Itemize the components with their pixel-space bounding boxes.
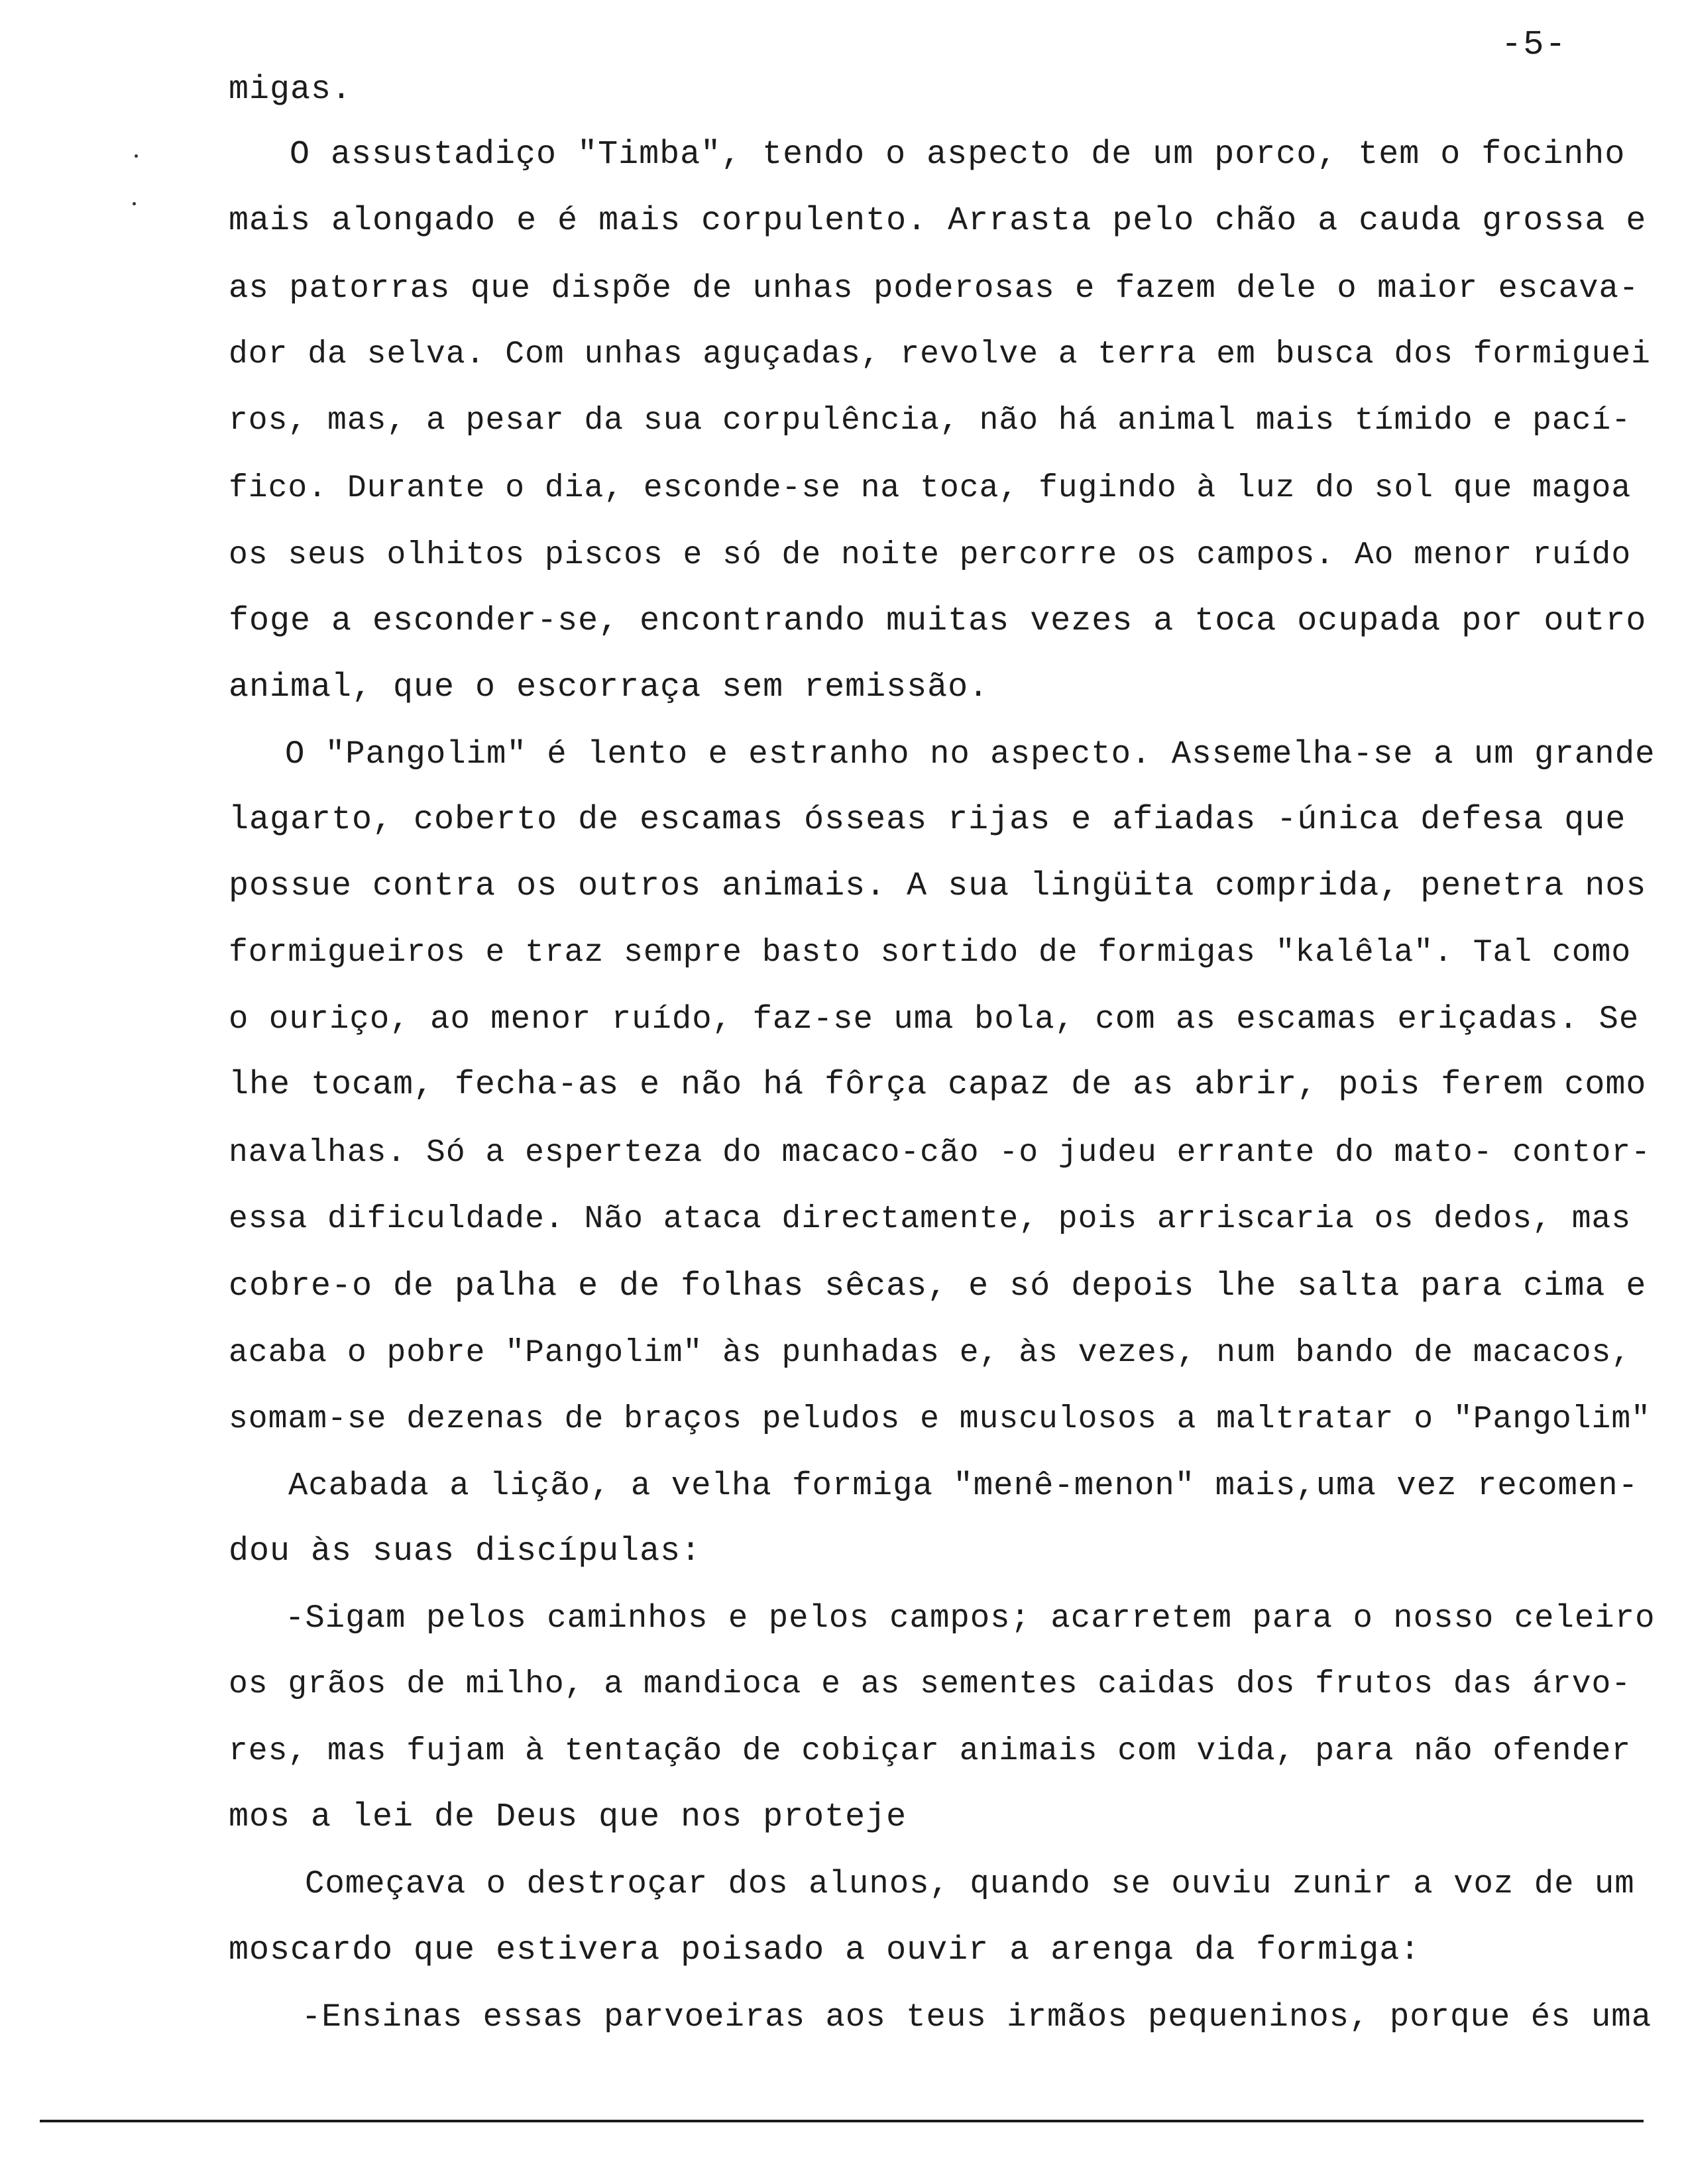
text-line: ros, mas, a pesar da sua corpulência, não há animal mais tímido e pací- — [229, 403, 1632, 439]
text-line: mais alongado e é mais corpulento. Arrasta pelo chão a cauda grossa e — [229, 202, 1647, 240]
text-line: moscardo que estivera poisado a ouvir a arenga da formiga: — [229, 1932, 1421, 1969]
margin-mark — [133, 202, 136, 205]
text-line: O assustadiço "Timba", tendo o aspecto de um porco, tem o focinho — [290, 136, 1626, 174]
text-line: formigueiros e traz sempre basto sortido de formigas "kalêla". Tal como — [229, 935, 1632, 971]
text-line: animal, que o escorraça sem remissão. — [229, 669, 989, 706]
text-line: as patorras que dispõe de unhas poderosas e fazem dele o maior escava- — [229, 270, 1640, 307]
text-line: O "Pangolim" é lento e estranho no aspecto. Assemelha-se a um grande — [285, 736, 1656, 773]
text-line: possue contra os outros animais. A sua lingüita comprida, penetra nos — [229, 867, 1647, 905]
text-line: os grãos de milho, a mandioca e as sementes caidas dos frutos das árvo- — [229, 1666, 1632, 1702]
text-line: lagarto, coberto de escamas ósseas rijas e afiadas -única defesa que — [229, 801, 1626, 839]
text-line: somam-se dezenas de braços peludos e musculosos a maltratar o "Pangolim" — [229, 1401, 1651, 1437]
text-line: res, mas fujam à tentação de cobiçar animais com vida, para não ofender — [229, 1733, 1632, 1769]
margin-mark — [135, 154, 138, 158]
text-line: o ouriço, ao menor ruído, faz-se uma bola, com as escamas eriçadas. Se — [229, 1001, 1640, 1038]
text-line: lhe tocam, fecha-as e não há fôrça capaz de as abrir, pois ferem como — [229, 1066, 1647, 1104]
text-line: migas. — [229, 71, 353, 109]
page-number: -5- — [1501, 25, 1567, 64]
text-line: Começava o destroçar dos alunos, quando se ouviu zunir a voz de um — [305, 1865, 1635, 1902]
text-line: fico. Durante o dia, esconde-se na toca, fugindo à luz do sol que magoa — [229, 470, 1632, 506]
text-line: cobre-o de palha e de folhas sêcas, e só depois lhe salta para cima e — [229, 1268, 1647, 1305]
text-line: -Sigam pelos caminhos e pelos campos; acarretem para o nosso celeiro — [285, 1600, 1656, 1637]
text-line: navalhas. Só a esperteza do macaco-cão -o judeu errante do mato- contor- — [229, 1135, 1651, 1171]
text-line: foge a esconder-se, encontrando muitas vezes a toca ocupada por outro — [229, 602, 1647, 640]
text-line: Acabada a lição, a velha formiga "menê-menon" mais,uma vez recomen- — [288, 1467, 1639, 1504]
text-line: -Ensinas essas parvoeiras aos teus irmãos pequeninos, porque és uma — [302, 1998, 1652, 2036]
bottom-rule — [40, 2120, 1644, 2122]
text-line: mos a lei de Deus que nos proteje — [229, 1798, 907, 1836]
text-line: dor da selva. Com unhas aguçadas, revolve a terra em busca dos formiguei — [229, 337, 1651, 372]
text-line: os seus olhitos piscos e só de noite percorre os campos. Ao menor ruído — [229, 537, 1632, 573]
text-line: acaba o pobre "Pangolim" às punhadas e, às vezes, num bando de macacos, — [229, 1335, 1632, 1371]
text-line: dou às suas discípulas: — [229, 1533, 702, 1570]
text-line: essa dificuldade. Não ataca directamente, pois arriscaria os dedos, mas — [229, 1201, 1632, 1237]
